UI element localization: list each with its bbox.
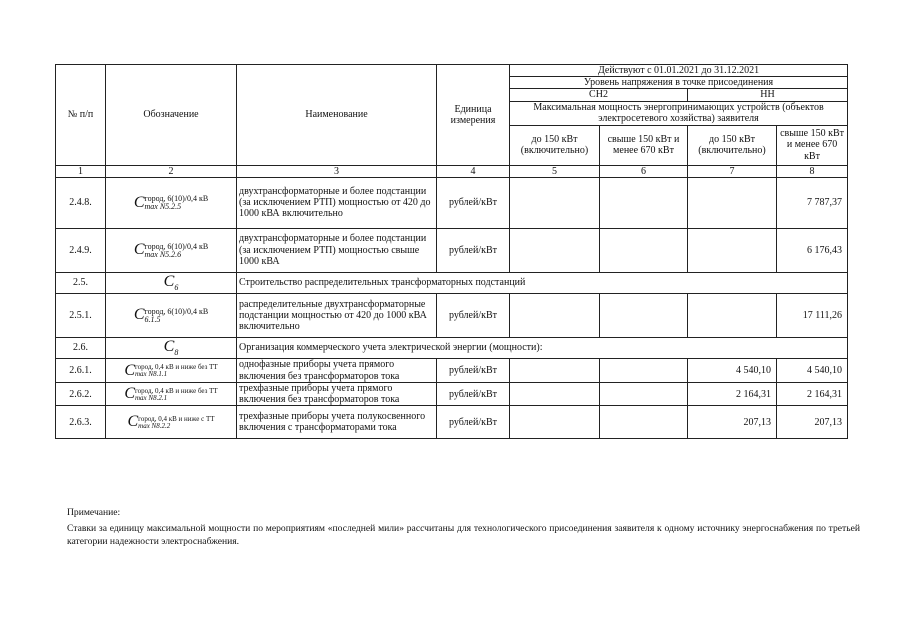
section-title: Организация коммерческого учета электрической энергии (мощности): bbox=[237, 337, 848, 358]
header-voltage-level: Уровень напряжения в точке присоединения bbox=[510, 77, 848, 89]
row-value-v7: 4 540,10 bbox=[688, 359, 777, 383]
table-row bbox=[56, 177, 848, 228]
footnote-text: Ставки за единицу максимальной мощности по мероприятиям «последней мили» рассчитаны для технологического присоединения заявителя к одному источнику энергоснабжения по третьей категории надежности электроснабжения. bbox=[67, 522, 860, 547]
row-name: однофазные приборы учета прямого включения без трансформаторов тока bbox=[237, 359, 437, 383]
row-name: двухтрансформаторные и более подстанции (за исключением РТП) мощностью свыше 1000 кВА bbox=[237, 228, 437, 272]
row-value-v5 bbox=[510, 406, 600, 439]
row-value-v8: 2 164,31 bbox=[777, 383, 848, 406]
row-symbol bbox=[106, 359, 237, 383]
header-unit: Единица измерения bbox=[437, 65, 510, 166]
footnote bbox=[67, 507, 860, 549]
formula-superscript: город, 0,4 кВ и ниже без ТТ bbox=[134, 362, 218, 371]
row-number: 2.6. bbox=[56, 337, 106, 358]
formula-subscript: max N5.2.5 bbox=[144, 202, 182, 212]
formula-subscript: max N8.1.1 bbox=[134, 369, 168, 378]
row-value-v5 bbox=[510, 177, 600, 228]
header-ch2: СН2 bbox=[510, 89, 688, 101]
header-sub-3: до 150 кВт (включительно) bbox=[688, 125, 777, 165]
row-value-v7 bbox=[688, 228, 777, 272]
col-number-3: 3 bbox=[237, 165, 437, 177]
row-number: 2.6.3. bbox=[56, 406, 106, 439]
tariff-table bbox=[55, 64, 848, 439]
row-value-v6 bbox=[600, 177, 688, 228]
row-value-v6 bbox=[600, 228, 688, 272]
formula-subscript: max N8.2.1 bbox=[134, 393, 168, 402]
row-value-v7: 2 164,31 bbox=[688, 383, 777, 406]
header-num: № п/п bbox=[56, 65, 106, 166]
row-value-v8: 7 787,37 bbox=[777, 177, 848, 228]
row-value-v5 bbox=[510, 359, 600, 383]
table-row bbox=[56, 359, 848, 383]
row-value-v6 bbox=[600, 359, 688, 383]
header-name: Наименование bbox=[237, 65, 437, 166]
formula-symbol bbox=[134, 306, 208, 323]
row-number: 2.5. bbox=[56, 272, 106, 293]
row-value-v7: 207,13 bbox=[688, 406, 777, 439]
table-row bbox=[56, 337, 848, 358]
header-nn: НН bbox=[688, 89, 848, 101]
col-number-5: 5 bbox=[510, 165, 600, 177]
header-sub-4: свыше 150 кВт и менее 670 кВт bbox=[777, 125, 848, 165]
formula-subscript: 8 bbox=[174, 348, 179, 358]
row-unit: рублей/кВт bbox=[437, 228, 510, 272]
formula-superscript: город, 0,4 кВ и ниже с ТТ bbox=[138, 414, 215, 423]
row-number: 2.6.1. bbox=[56, 359, 106, 383]
formula-symbol bbox=[124, 385, 217, 402]
row-number: 2.6.2. bbox=[56, 383, 106, 406]
row-value-v8: 207,13 bbox=[777, 406, 848, 439]
formula-base: C bbox=[124, 361, 135, 379]
row-value-v6 bbox=[600, 406, 688, 439]
row-value-v5 bbox=[510, 228, 600, 272]
row-symbol bbox=[106, 177, 237, 228]
formula-base: C bbox=[133, 306, 145, 324]
formula-base: C bbox=[124, 385, 135, 403]
row-number: 2.4.8. bbox=[56, 177, 106, 228]
row-symbol bbox=[106, 383, 237, 406]
formula-base: C bbox=[133, 193, 145, 211]
footnote-title: Примечание: bbox=[67, 507, 121, 518]
row-value-v8: 17 111,26 bbox=[777, 293, 848, 337]
row-value-v8: 6 176,43 bbox=[777, 228, 848, 272]
col-number-2: 2 bbox=[106, 165, 237, 177]
header-sub-2: свыше 150 кВт и менее 670 кВт bbox=[600, 125, 688, 165]
col-number-4: 4 bbox=[437, 165, 510, 177]
row-number: 2.4.9. bbox=[56, 228, 106, 272]
row-name: распределительные двухтрансформаторные подстанции мощностью от 420 до 1000 кВА включительно bbox=[237, 293, 437, 337]
formula-symbol bbox=[127, 413, 214, 430]
formula-superscript: город, 0,4 кВ и ниже без ТТ bbox=[134, 386, 218, 395]
row-symbol bbox=[106, 228, 237, 272]
row-name: трехфазные приборы учета прямого включения без трансформаторов тока bbox=[237, 383, 437, 406]
row-value-v6 bbox=[600, 293, 688, 337]
formula-superscript: город, 6(10)/0,4 кВ bbox=[144, 306, 209, 316]
row-value-v5 bbox=[510, 293, 600, 337]
row-symbol bbox=[106, 406, 237, 439]
row-symbol bbox=[106, 337, 237, 358]
formula-subscript: max N5.2.6 bbox=[144, 249, 182, 259]
table-row bbox=[56, 383, 848, 406]
formula-symbol bbox=[134, 194, 208, 211]
row-value-v7 bbox=[688, 177, 777, 228]
row-value-v8: 4 540,10 bbox=[777, 359, 848, 383]
formula-symbol bbox=[124, 362, 217, 379]
table-row bbox=[56, 228, 848, 272]
row-value-v7 bbox=[688, 293, 777, 337]
col-number-7: 7 bbox=[688, 165, 777, 177]
formula-base: C bbox=[127, 413, 139, 431]
row-number: 2.5.1. bbox=[56, 293, 106, 337]
header-symbol: Обозначение bbox=[106, 65, 237, 166]
table-row bbox=[56, 272, 848, 293]
formula-symbol bbox=[163, 337, 179, 358]
formula-base: C bbox=[133, 241, 145, 259]
row-unit: рублей/кВт bbox=[437, 359, 510, 383]
header-sub-1: до 150 кВт (включительно) bbox=[510, 125, 600, 165]
formula-subscript: 6 bbox=[174, 282, 179, 292]
row-unit: рублей/кВт bbox=[437, 383, 510, 406]
formula-subscript: 6.1.5 bbox=[144, 314, 161, 324]
section-title: Строительство распределительных трансформаторных подстанций bbox=[237, 272, 848, 293]
table-row bbox=[56, 406, 848, 439]
header-period: Действуют с 01.01.2021 до 31.12.2021 bbox=[510, 65, 848, 77]
row-value-v5 bbox=[510, 383, 600, 406]
formula-superscript: город, 6(10)/0,4 кВ bbox=[144, 194, 209, 204]
row-unit: рублей/кВт bbox=[437, 177, 510, 228]
row-name: двухтрансформаторные и более подстанции (за исключением РТП) мощностью от 420 до 1000 кВА включительно bbox=[237, 177, 437, 228]
col-number-8: 8 bbox=[777, 165, 848, 177]
row-unit: рублей/кВт bbox=[437, 293, 510, 337]
tariff-table-sheet bbox=[55, 64, 847, 439]
row-name: трехфазные приборы учета полукосвенного включения с трансформаторами тока bbox=[237, 406, 437, 439]
formula-subscript: max N8.2.2 bbox=[138, 421, 171, 430]
formula-base: C bbox=[163, 272, 175, 290]
col-number-1: 1 bbox=[56, 165, 106, 177]
row-value-v6 bbox=[600, 383, 688, 406]
formula-symbol bbox=[164, 273, 179, 290]
header-max-power: Максимальная мощность энергопринимающих устройств (объектов электросетевого хозяйства) заявителя bbox=[510, 101, 848, 125]
formula-base: C bbox=[163, 337, 175, 355]
row-symbol bbox=[106, 293, 237, 337]
formula-symbol bbox=[134, 241, 208, 258]
col-number-6: 6 bbox=[600, 165, 688, 177]
formula-superscript: город, 6(10)/0,4 кВ bbox=[144, 241, 209, 251]
row-symbol bbox=[106, 272, 237, 293]
table-row bbox=[56, 293, 848, 337]
row-unit: рублей/кВт bbox=[437, 406, 510, 439]
